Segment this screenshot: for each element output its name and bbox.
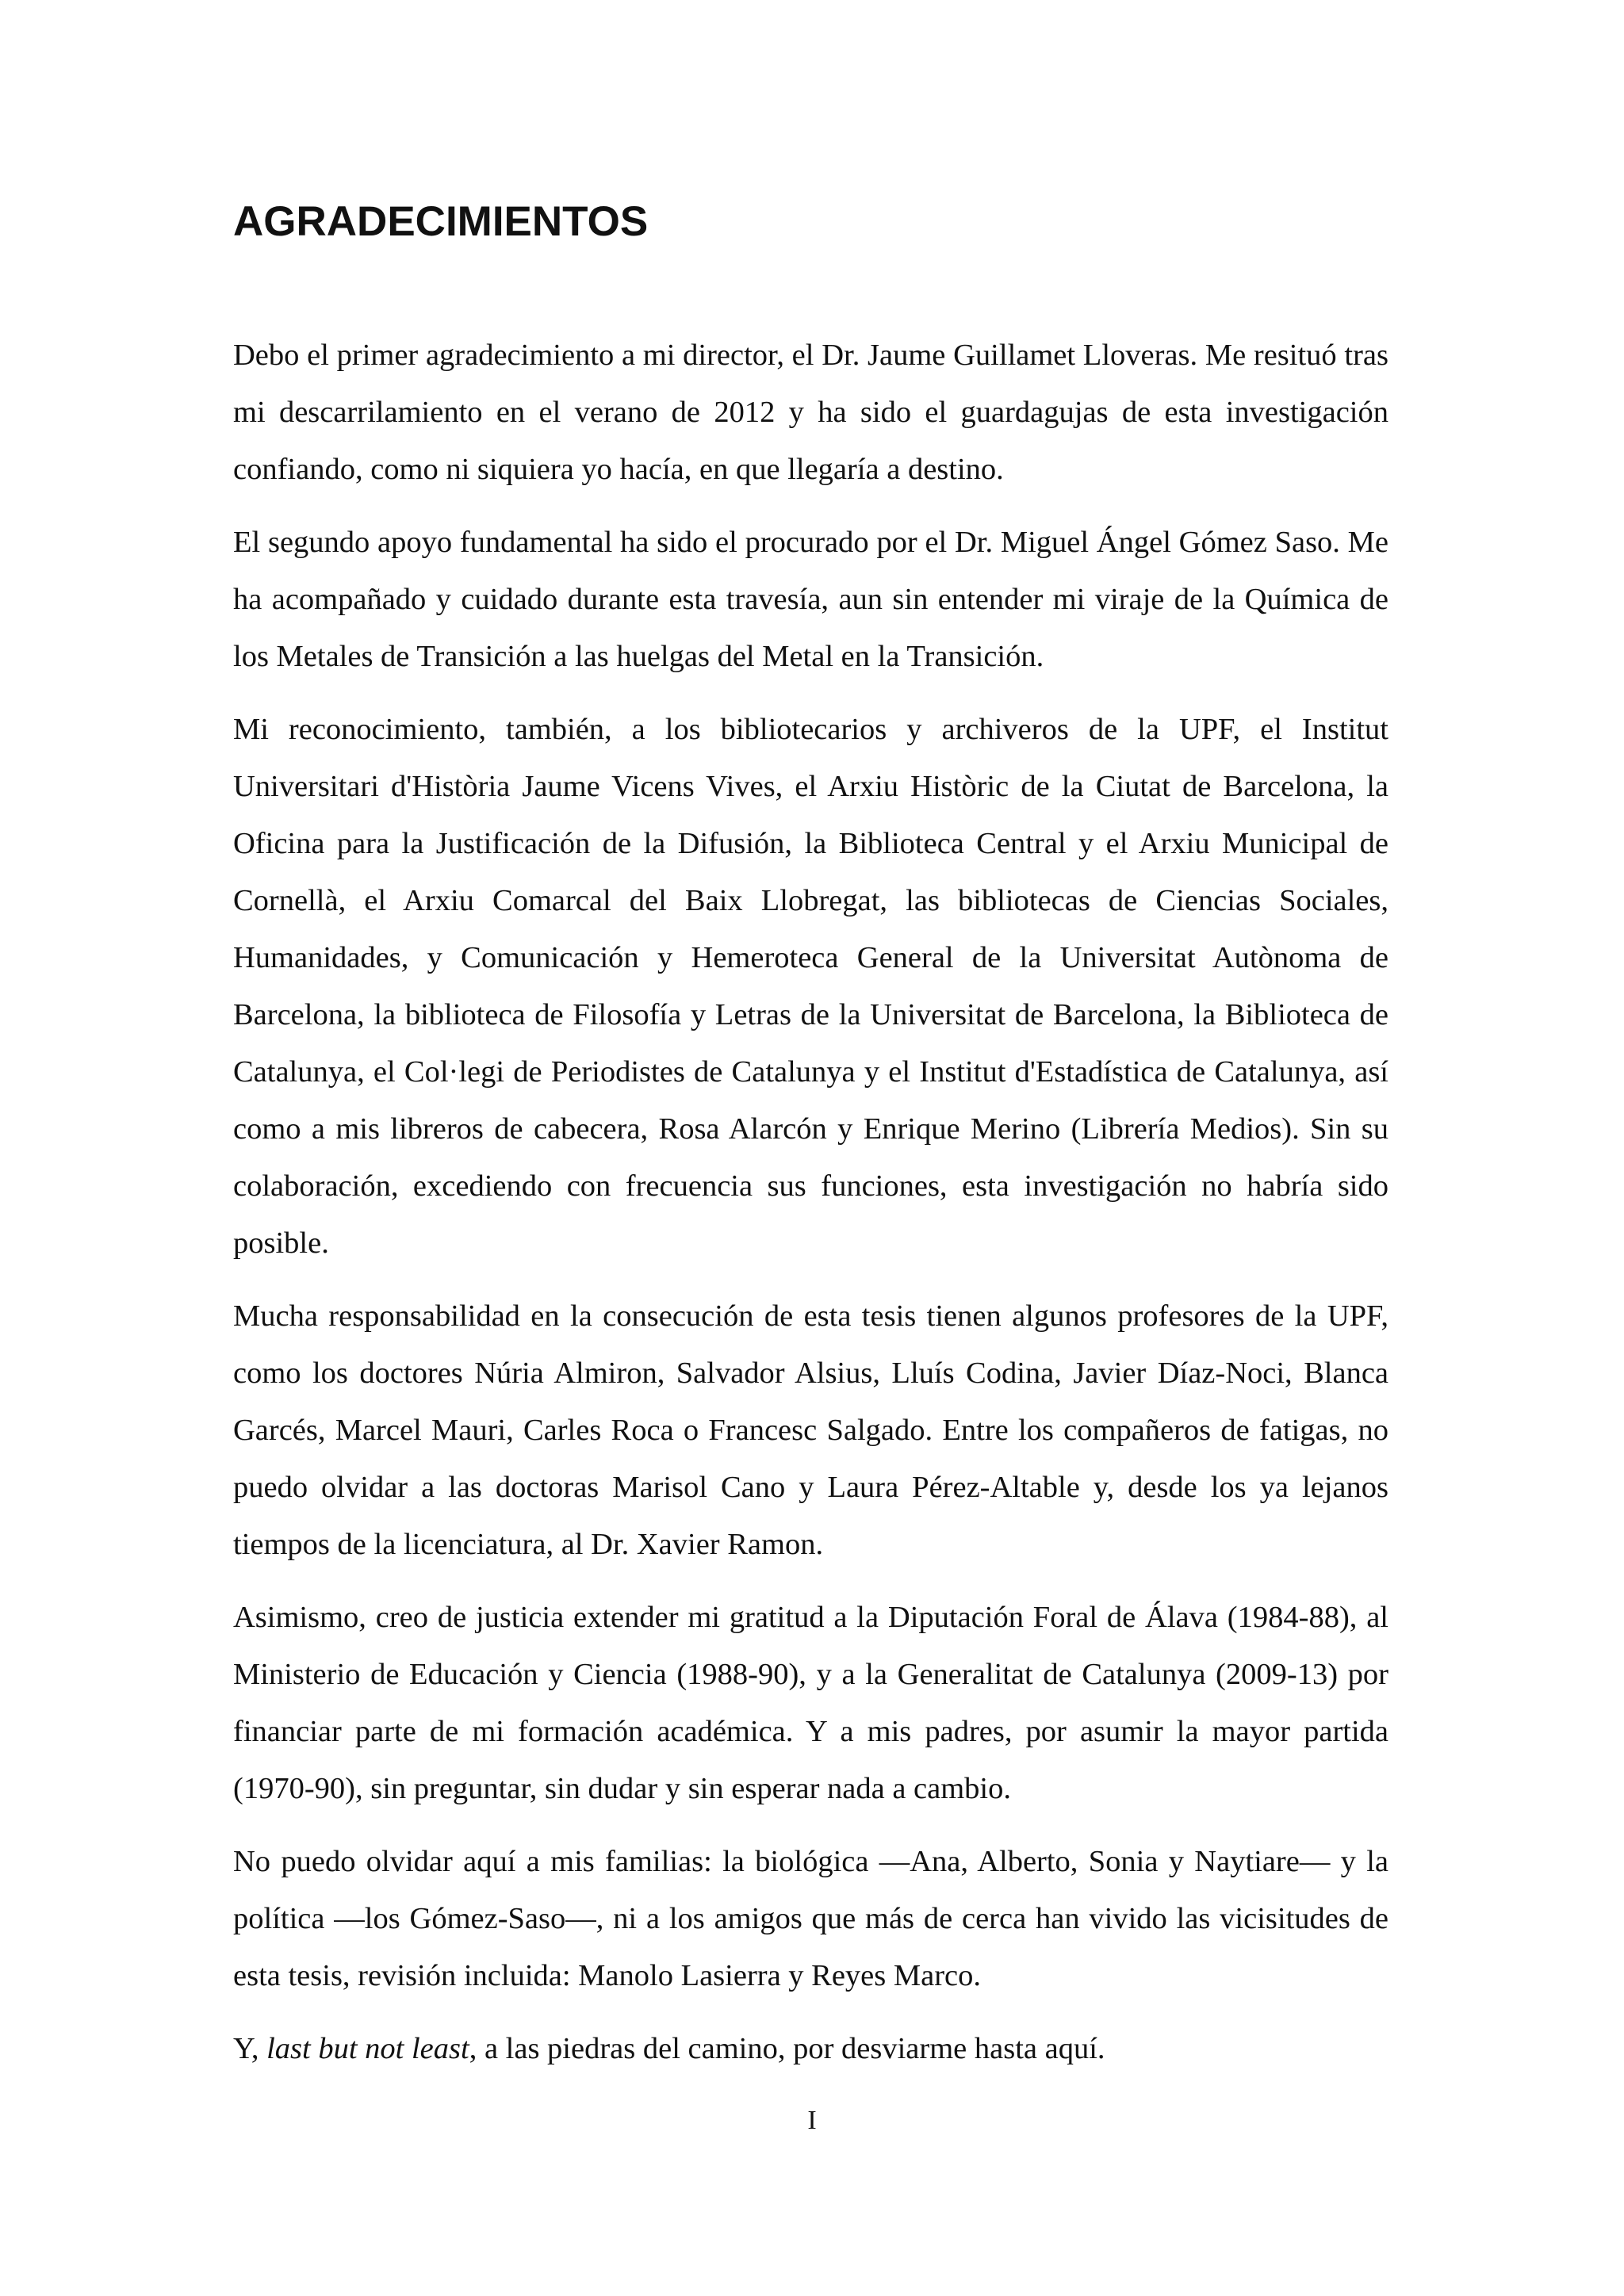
- closing-emphasis: last but not least: [266, 2032, 469, 2065]
- closing-suffix: , a las piedras del camino, por desviarme hasta aquí.: [469, 2032, 1105, 2065]
- page-title: AGRADECIMIENTOS: [233, 198, 649, 245]
- paragraph-closing: [233, 2020, 1388, 2077]
- closing-prefix: Y,: [233, 2032, 267, 2065]
- paragraph-professors: Mucha responsabilidad en la consecución de esta tesis tienen algunos profesores de la UPF, como los doctores Núria Almiron, Salvador Alsius, Lluís Codina, Javier Díaz-Noci, Blanca Garcés, Marcel Mauri, Carles Roca o Francesc Salgado. Entre los compañeros de fatigas, no puedo olvidar a las doctoras Marisol Cano y Laura Pérez-Altable y, desde los ya lejanos tiempos de la licenciatura, al Dr. Xavier Ramon.: [233, 1299, 1388, 1561]
- acknowledgements-body: [233, 327, 1388, 2093]
- paragraph-librarians: Mi reconocimiento, también, a los bibliotecarios y archiveros de la UPF, el Institut Universitari d'Història Jaume Vicens Vives, el Arxiu Històric de la Ciutat de Barcelona, la Oficina para la Justificación de la Difusión, la Biblioteca Central y el Arxiu Municipal de Cornellà, el Arxiu Comarcal del Baix Llobregat, las bibliotecas de Ciencias Sociales, Humanidades, y Comunicación y Hemeroteca General de la Universitat Autònoma de Barcelona, la biblioteca de Filosofía y Letras de la Universitat de Barcelona, la Biblioteca de Catalunya, el Col·legi de Periodistes de Catalunya y el Institut d'Estadística de Catalunya, así como a mis libreros de cabecera, Rosa Alarcón y Enrique Merino (Librería Medios). Sin su colaboración, excediendo con frecuencia sus funciones, esta investigación no habría sido posible.: [233, 713, 1388, 1260]
- paragraph-support: El segundo apoyo fundamental ha sido el procurado por el Dr. Miguel Ángel Gómez Saso. Me ha acompañado y cuidado durante esta travesía, aun sin entender mi viraje de la Química de los Metales de Transición a las huelgas del Metal en la Transición.: [233, 526, 1388, 673]
- paragraph-family: No puedo olvidar aquí a mis familias: la biológica —Ana, Alberto, Sonia y Naytiare— y la política —los Gómez-Saso—, ni a los amigos que más de cerca han vivido las vicisitudes de esta tesis, revisión incluida: Manolo Lasierra y Reyes Marco.: [233, 1845, 1388, 1992]
- paragraph-director: Debo el primer agradecimiento a mi director, el Dr. Jaume Guillamet Lloveras. Me resituó tras mi descarrilamiento en el verano de 2012 y ha sido el guardagujas de esta investigación confiando, como ni siquiera yo hacía, en que llegaría a destino.: [233, 339, 1388, 486]
- page-number: I: [807, 2106, 817, 2135]
- paragraph-funding: Asimismo, creo de justicia extender mi gratitud a la Diputación Foral de Álava (1984-88), al Ministerio de Educación y Ciencia (1988-90), y a la Generalitat de Catalunya (2009-13) por financiar parte de mi formación académica. Y a mis padres, por asumir la mayor partida (1970-90), sin preguntar, sin dudar y sin esperar nada a cambio.: [233, 1601, 1388, 1805]
